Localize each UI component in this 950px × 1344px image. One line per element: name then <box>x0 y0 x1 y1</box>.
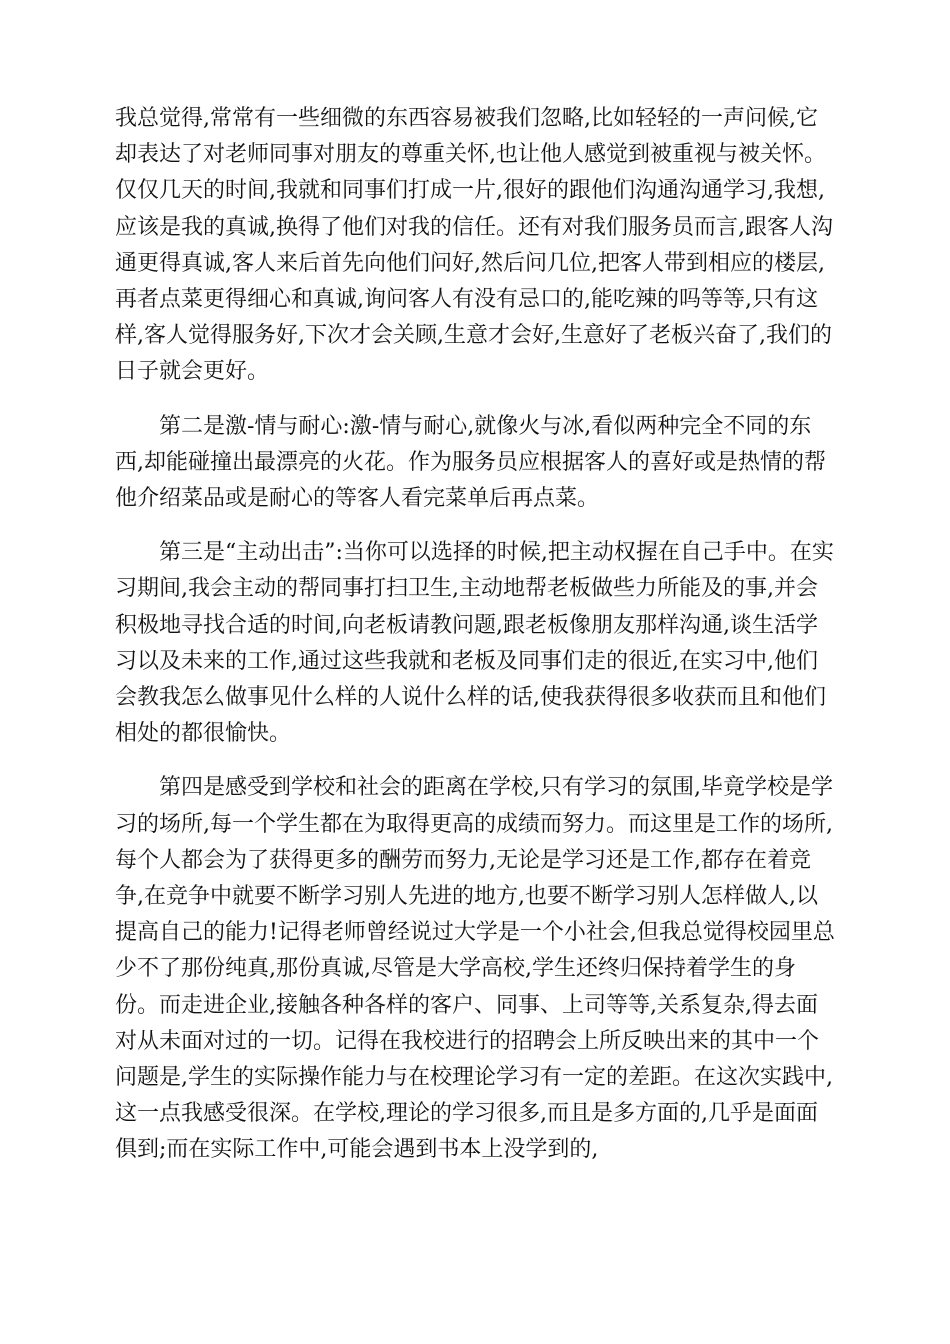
paragraph-4: 第四是感受到学校和社会的距离在学校,只有学习的氛围,毕竟学校是学习的场所,每一个学生都在为取得更高的成绩而努力。而这里是工作的场所,每个人都会为了获得更多的酬劳而努力,无论是学习还是工作,都存在着竞争,在竞争中就要不断学习别人先进的地方,也要不断学习别人怎样做人,以提高自己的能力!记得老师曾经说过大学是一个小社会,但我总觉得校园里总少不了那份纯真,那份真诚,尽管是大学高校,学生还终归保持着学生的身份。而走进企业,接触各种各样的客户、同事、上司等等,关系复杂,得去面对从未面对过的一切。记得在我校进行的招聘会上所反映出来的其中一个问题是,学生的实际操作能力与在校理论学习有一定的差距。在这次实践中,这一点我感受很深。在学校,理论的学习很多,而且是多方面的,几乎是面面俱到;而在实际工作中,可能会遇到书本上没学到的, <box>115 775 835 1163</box>
paragraph-3: 第三是“主动出击”:当你可以选择的时候,把主动权握在自己手中。在实习期间,我会主动的帮同事打扫卫生,主动地帮老板做些力所能及的事,并会积极地寻找合适的时间,向老板请教问题,跟老板像朋友那样沟通,谈生活学习以及未来的工作,通过这些我就和老板及同事们走的很近,在实习中,他们会教我怎么做事见什么样的人说什么样的话,使我获得很多收获而且和他们相处的都很愉快。 <box>115 540 834 747</box>
document-body <box>115 101 835 1187</box>
paragraph-2: 第二是激-情与耐心:激-情与耐心,就像火与冰,看似两种完全不同的东西,却能碰撞出最漂亮的火花。作为服务员应根据客人的喜好或是热情的帮他介绍菜品或是耐心的等客人看完菜单后再点菜。 <box>115 413 826 512</box>
paragraph-1: 我总觉得,常常有一些细微的东西容易被我们忽略,比如轻轻的一声问候,它却表达了对老师同事对朋友的尊重关怀,也让他人感觉到被重视与被关怀。仅仅几天的时间,我就和同事们打成一片,很好的跟他们沟通沟通学习,我想,应该是我的真诚,换得了他们对我的信任。还有对我们服务员而言,跟客人沟通更得真诚,客人来后首先向他们问好,然后问几位,把客人带到相应的楼层,再者点菜更得细心和真诚,询问客人有没有忌口的,能吃辣的吗等等,只有这样,客人觉得服务好,下次才会关顾,生意才会好,生意好了老板兴奋了,我们的日子就会更好。 <box>115 106 833 385</box>
